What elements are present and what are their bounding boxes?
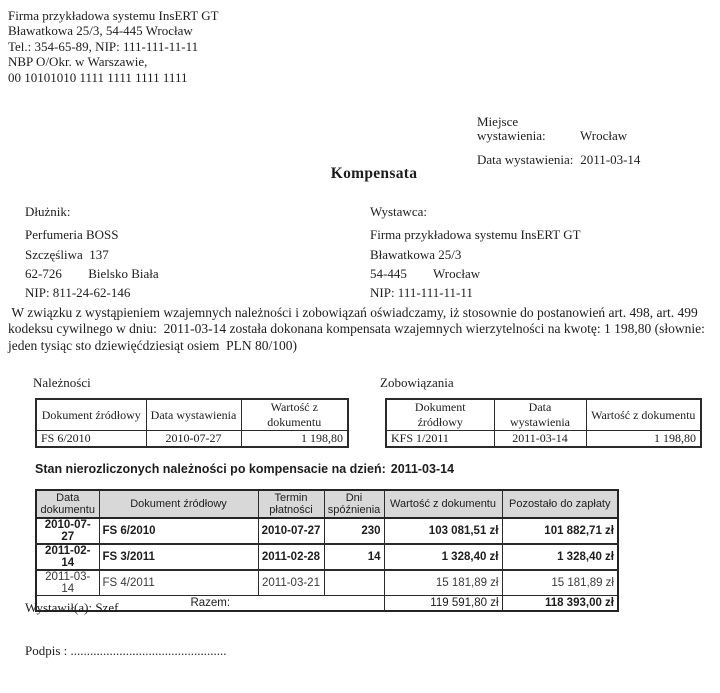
receivables-value: 1 198,80 [241, 431, 348, 448]
unsettled-table [35, 489, 619, 612]
row-doc: FS 6/2010 [99, 518, 258, 544]
debtor-section [25, 202, 159, 302]
issue-date-value: 2011-03-14 [580, 152, 641, 167]
issuer-street: Bławatkowa 25/3 [370, 246, 462, 262]
issue-place-label: Miejsce wystawienia: [477, 114, 546, 143]
row-remaining: 101 882,71 zł [502, 518, 618, 544]
unsettled-header-remaining: Pozostało do zapłaty [502, 490, 618, 518]
liabilities-table [385, 398, 702, 448]
issuer-city: Wrocław [433, 265, 481, 281]
receivables-row [36, 431, 348, 448]
row-remaining: 1 328,40 zł [502, 544, 618, 570]
liabilities-date: 2011-03-14 [494, 431, 586, 448]
row-doc: FS 4/2011 [99, 570, 258, 596]
issue-place-value: Wrocław [580, 128, 628, 143]
issue-date-label: Data wystawienia: [477, 152, 574, 167]
unsettled-header-due: Termin płatności [258, 490, 324, 518]
debtor-label: Dłużnik: [25, 204, 71, 219]
signature-line: Podpis : ................................................ [25, 643, 227, 658]
debtor-street: Szczęśliwa 137 [25, 246, 109, 262]
row-date: 2011-02-14 [36, 544, 99, 570]
unsettled-header-doc: Dokument źródłowy [99, 490, 258, 518]
company-header [8, 8, 219, 85]
debtor-zip: 62-726 [25, 265, 62, 281]
company-name: Firma przykładowa systemu InsERT GT [8, 8, 219, 23]
liabilities-header-row [386, 399, 701, 431]
row-doc: FS 3/2011 [99, 544, 258, 570]
company-bank: NBP O/Okr. w Warszawie, [8, 54, 148, 70]
unsettled-heading-date: 2011-03-14 [390, 462, 455, 476]
liabilities-doc: KFS 1/2011 [386, 431, 494, 448]
unsettled-header-date: Data dokumentu [36, 490, 99, 518]
liabilities-label: Zobowiązania [380, 375, 454, 390]
liabilities-value: 1 198,80 [586, 431, 701, 448]
issuer-name: Firma przykładowa systemu InsERT GT [370, 227, 581, 243]
unsettled-total-row [36, 596, 618, 611]
receivables-header-value: Wartość z dokumentu [241, 399, 348, 431]
receivables-header-row [36, 399, 348, 431]
receivables-table [35, 398, 349, 448]
row-remaining: 15 181,89 zł [502, 570, 618, 596]
company-address: Bławatkowa 25/3, 54-445 Wrocław [8, 23, 193, 39]
document-title: Kompensata [330, 165, 418, 182]
row-days: 230 [324, 518, 384, 544]
issuer-section [370, 202, 581, 302]
row-date: 2010-07-27 [36, 518, 99, 544]
liabilities-row [386, 431, 701, 448]
compensation-statement: W związku z wystąpieniem wzajemnych należności i zobowiązań oświadczamy, iż stosownie do postanowień art. 498, art. 499 kodeksu cywilnego w dniu: 2011-03-14 została dokonana kompensata wzajemnych wierzytelności na kwotę: 1 198,80 (słownie: jeden tysiąc sto dziewięćdziesiąt osiem PLN 80/100) [8, 305, 709, 353]
unsettled-heading [35, 462, 454, 476]
unsettled-heading-text: Stan nierozliczonych należności po kompensacie na dzień: [35, 462, 386, 476]
liabilities-header-value: Wartość z dokumentu [586, 399, 701, 431]
row-date: 2011-03-14 [36, 570, 99, 596]
unsettled-row [36, 518, 618, 544]
row-due: 2011-03-21 [258, 570, 324, 596]
issue-place-row [477, 115, 640, 143]
debtor-nip: NIP: 811-24-62-146 [25, 285, 131, 301]
liabilities-header-date: Data wystawienia [494, 399, 586, 431]
unsettled-header-row [36, 490, 618, 518]
debtor-name: Perfumeria BOSS [25, 227, 119, 243]
row-days: 14 [324, 544, 384, 570]
unsettled-row [36, 544, 618, 570]
total-value: 119 591,80 zł [384, 596, 502, 611]
unsettled-row [36, 570, 618, 596]
row-days [324, 570, 384, 596]
row-value: 15 181,89 zł [384, 570, 502, 596]
liabilities-header-doc: Dokument źródłowy [386, 399, 494, 431]
receivables-date: 2010-07-27 [146, 431, 241, 448]
issuer-zip-city [370, 264, 581, 283]
debtor-zip-city [25, 264, 159, 283]
receivables-header-date: Data wystawienia [146, 399, 241, 431]
debtor-city: Bielsko Biała [88, 265, 159, 281]
row-value: 1 328,40 zł [384, 544, 502, 570]
total-remaining: 118 393,00 zł [502, 596, 618, 611]
total-label: Razem: [36, 596, 384, 611]
row-due: 2011-02-28 [258, 544, 324, 570]
unsettled-header-value: Wartość z dokumentu [384, 490, 502, 518]
receivables-label: Należności [33, 375, 91, 390]
receivables-header-doc: Dokument źródłowy [36, 399, 146, 431]
issued-by: Wystawił(a): Szef [25, 600, 119, 615]
company-phone-nip: Tel.: 354-65-89, NIP: 111-111-11-11 [8, 38, 199, 54]
issuer-zip: 54-445 [370, 265, 407, 281]
row-value: 103 081,51 zł [384, 518, 502, 544]
issuer-label: Wystawca: [370, 204, 427, 219]
unsettled-header-days: Dni spóźnienia [324, 490, 384, 518]
receivables-doc: FS 6/2010 [36, 431, 146, 448]
issuer-nip: NIP: 111-111-11-11 [370, 285, 473, 301]
company-account-number: 00 10101010 1111 1111 1111 1111 [8, 69, 188, 85]
row-due: 2010-07-27 [258, 518, 324, 544]
